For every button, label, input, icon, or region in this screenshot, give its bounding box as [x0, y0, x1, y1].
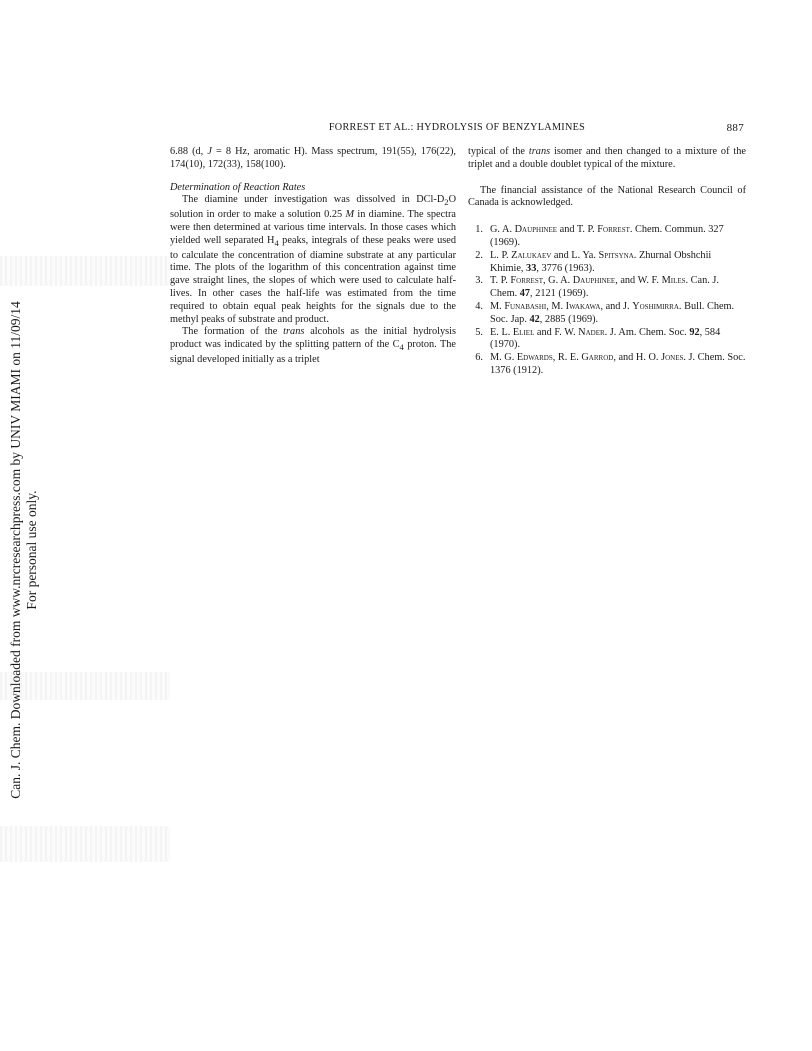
volume-number: 92 [689, 326, 700, 338]
text: , and H. O. [613, 352, 662, 364]
text: = 8 Hz, aromatic H). Mass spectrum, 191(55), 176(22), 174(10), 172(33), 158(100). [170, 146, 456, 170]
text: The formation of the [182, 326, 284, 338]
text: peaks, integrals of these peaks were used to calculate the concentration of diamine substrate at any particular time. The plots of the logarithm of this concentration against time gave straight lines, the slopes of which were used to calculate half-lives. In other cases the half-life was estimated from the time required to obtain equal peak heights for the signals due to the methyl peaks of substrate and product. [170, 234, 456, 325]
paragraph-nmr-mass [170, 146, 456, 172]
watermark-line-source: Can. J. Chem. Downloaded from www.nrcresearchpress.com by UNIV MIAMI on 11/09/14 [8, 301, 23, 799]
reference-item [468, 250, 746, 276]
text: O solution in order to make a solution 0.25 [170, 194, 456, 221]
scan-artifact [0, 826, 170, 862]
italic-symbol: J [207, 146, 212, 157]
subscript: 4 [274, 237, 279, 248]
text: 6.88 (d, [170, 146, 208, 157]
reference-number: 6. [475, 352, 483, 364]
text: G. A. [490, 224, 515, 236]
author-surname: Eliel [512, 326, 535, 338]
reference-item [468, 301, 746, 327]
author-surname: Iwakawa [565, 300, 601, 312]
paragraph-continuation [468, 146, 746, 172]
paragraph-trans-alcohols [170, 326, 456, 366]
author-surname: Nader [578, 326, 605, 338]
text: E. L. [490, 326, 513, 338]
author-surname: Miles [661, 275, 686, 287]
italic-word: trans [283, 326, 305, 338]
reference-item [468, 352, 746, 378]
section-subheading: Determination of Reaction Rates [170, 181, 306, 193]
text: and T. P. [557, 224, 598, 236]
reference-text [490, 301, 746, 327]
author-surname: Spitsyna [598, 249, 634, 261]
left-column [170, 146, 456, 367]
author-surname: Zalukaev [511, 249, 552, 261]
author-surname: Edwards [516, 352, 553, 364]
subscript: 4 [399, 342, 404, 353]
reference-number: 3. [475, 275, 483, 287]
author-surname: Forrest [510, 275, 543, 287]
text: , M. [546, 300, 566, 312]
text: . Can. J. Chem. [490, 275, 719, 300]
reference-text [490, 250, 746, 276]
subscript: 2 [444, 197, 449, 208]
reference-number: 4. [475, 300, 483, 312]
reference-number: 5. [475, 326, 483, 338]
right-column [468, 146, 746, 378]
text: alcohols as the initial hydrolysis product was indicated by the splitting pattern of the C [170, 326, 456, 351]
author-surname: Dauphinee [572, 275, 616, 287]
reference-text [490, 224, 746, 250]
volume-number: 42 [529, 313, 540, 325]
text: M. G. [490, 352, 517, 364]
text: , and W. F. [615, 275, 662, 287]
author-surname: Yoshimirra [632, 300, 679, 312]
paragraph-rate-method [170, 194, 456, 326]
text: , 2885 (1969). [539, 313, 599, 325]
text: . Chem. Commun. 327 (1969). [490, 224, 724, 248]
reference-item [468, 224, 746, 250]
author-surname: Garrod [581, 352, 614, 364]
text: . J. Am. Chem. Soc. [604, 326, 690, 338]
watermark-line-usage: For personal use only. [24, 490, 39, 610]
text: , 3776 (1963). [536, 262, 595, 274]
text: T. P. [490, 275, 511, 287]
reference-text [490, 327, 746, 353]
text: . J. Chem. Soc. 1376 (1912). [490, 352, 746, 376]
page-number: 887 [726, 122, 744, 134]
reference-item [468, 327, 746, 353]
text: , G. A. [543, 275, 573, 287]
author-surname: Dauphinee [514, 224, 558, 236]
acknowledgement: The financial assistance of the National Research Council of Canada is acknowledged. [468, 184, 746, 209]
reference-text [490, 275, 746, 301]
text: proton. The signal developed initially as a triplet [170, 339, 456, 366]
text: . Zhurnal Obshchii Khimie, [490, 249, 712, 274]
scan-artifact [0, 256, 170, 286]
text: isomer and then changed to a mixture of the triplet and a double doublet typical of the mixture. [468, 146, 747, 170]
text: and L. Ya. [551, 249, 599, 261]
volume-number: 33 [526, 262, 537, 274]
italic-symbol: M [345, 209, 355, 221]
reference-number: 2. [475, 249, 483, 261]
reference-number: 1. [475, 224, 483, 236]
text: The diamine under investigation was dissolved in DCl-D [182, 194, 445, 206]
text: L. P. [490, 249, 512, 261]
reference-item [468, 275, 746, 301]
text: , R. E. [552, 352, 582, 364]
author-surname: Funabashi [504, 300, 547, 312]
reference-text [490, 352, 746, 378]
text: , 584 (1970). [490, 326, 721, 351]
text: M. [490, 300, 505, 312]
author-surname: Jones [661, 352, 684, 364]
text: , and J. [600, 300, 633, 312]
italic-word: trans [528, 146, 551, 157]
running-title: FORREST ET AL.: HYDROLYSIS OF BENZYLAMINES [328, 122, 586, 133]
download-watermark [4, 301, 44, 799]
text: , 2121 (1969). [530, 288, 589, 300]
reference-list [468, 224, 746, 378]
text: in diamine. The spectra were then determined at various time intervals. In those cases which yielded well separated H [170, 209, 457, 246]
running-header [170, 122, 744, 138]
text: and F. W. [534, 326, 579, 338]
text: . Bull. Chem. Soc. Jap. [490, 300, 735, 325]
author-surname: Forrest [597, 224, 630, 236]
volume-number: 47 [519, 288, 531, 300]
text: typical of the [468, 146, 529, 157]
